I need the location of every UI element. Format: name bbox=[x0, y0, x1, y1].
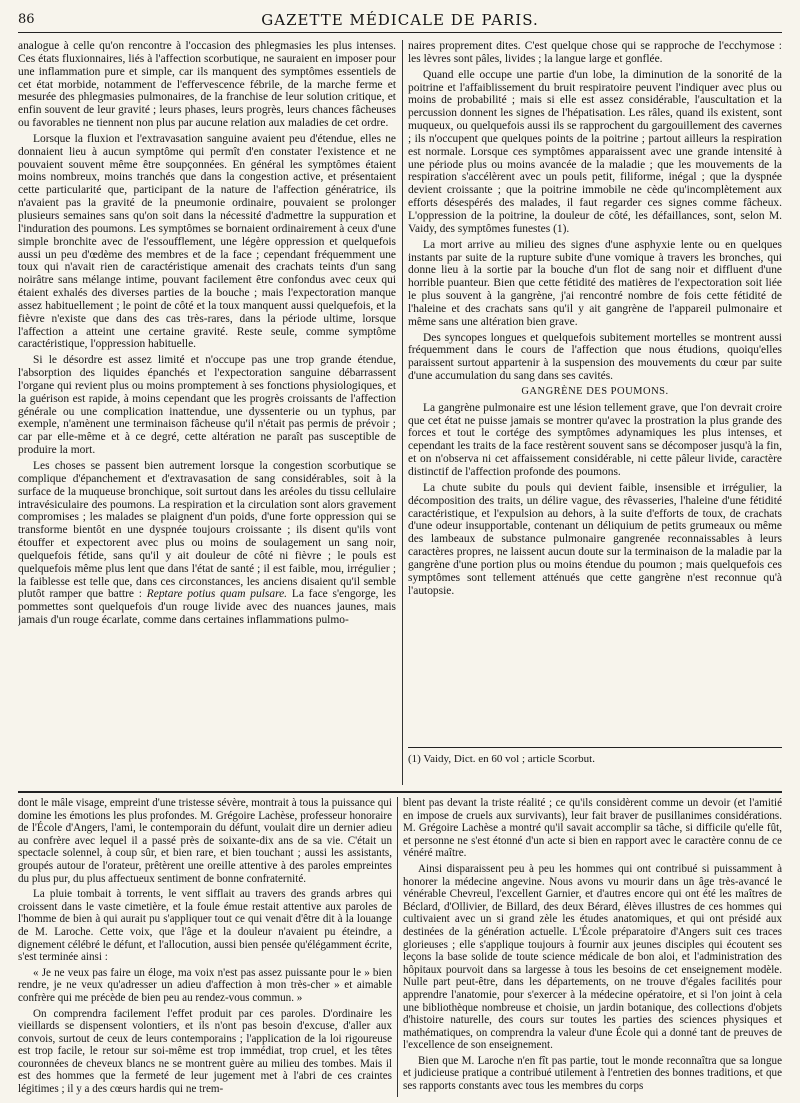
paragraph: Lorsque la fluxion et l'extravasation sanguine avaient peu d'étendue, elles ne donnaient lieu à aucun symptôme qui permît d'en constater l'existence et ne pouvaient souvent même être soupçonnées. En général les symptômes étaient moins nombreux, moins tranchés que dans la congestion active, et présentaient cette particularité que, participant de la nature de l'affection génératrice, ils n'avaient pas la gravité de la pneumonie ordinaire, pouvaient se prolonger plusieurs semaines sans qu'on soit dans la nécessité d'admettre la suppuration et l'induration des poumons. Les symptômes se bornaient ordinairement à ceux d'une simple bronchite avec de l'essoufflement, une légère oppression et quelquefois aussi un peu d'œdème des membres et de la face ; cependant fréquemment une toux qui n'avait rien de caractéristique amenait des crachats teints d'un sang noirâtre sans mélange intime, pouvant facilement être confondus avec ceux qui étaient exhalés des diverses parties de la bouche ; mais l'expectoration manque assez habituellement ; le point de côté et la toux manquent aussi quelquefois, et la fièvre n'existe que dans des cas très-rares, dans la période ultime, lorsque l'affection a atteint une certaine gravité. Reste seule, comme symptôme caractéristique, l'oppression habituelle. bbox=[18, 132, 396, 351]
quotation: « Je ne veux pas faire un éloge, ma voix n'est pas assez puissante pour le » bien rendre, je ne veux qu'adresser un adieu d'affection à mon très-cher » et aimable confrère qui me précède de bien peu au rendez-vous commun. » bbox=[18, 966, 392, 1004]
latin-quote: Reptare potius quam pulsare. bbox=[146, 588, 288, 601]
footnote: (1) Vaidy, Dict. en 60 vol ; article Scorbut. bbox=[408, 753, 595, 765]
paragraph: naires proprement dites. C'est quelque chose qui se rapproche de l'ecchymose : les lèvres sont pâles, livides ; la langue large et gonflée. bbox=[408, 40, 782, 65]
page-number: 86 bbox=[18, 12, 35, 27]
paragraph-tail: La face s'engorge, les pommettes sont quelquefois d'un rouge livide avec des nuances jaunes, mais jamais d'un rouge écarlate, comme dans certaines inflammations pulmo- bbox=[18, 588, 396, 627]
paragraph: On comprendra facilement l'effet produit par ces paroles. D'ordinaire les vieillards se dispensent volontiers, et ils n'ont pas besoin d'excuse, d'aller aux convois, surtout de ceux de leurs contemporains ; l'application de la loi rigoureuse est trop facile, le retour sur soi-même est trop immédiat, trop cruel, et les têtes couronnées de cheveux blancs ne se montrent guère au milieu des tombes. Mais il est des hommes que la fermeté de leur jugement met à l'abri de ces craintes légitimes ; il y a des cœurs hardis qui ne trem- bbox=[18, 1007, 392, 1096]
left-column bbox=[18, 40, 396, 785]
bottom-right-column bbox=[403, 797, 782, 1097]
paragraph: blent pas devant la triste réalité ; ce qu'ils considèrent comme un devoir (et l'amitié en impose de cruels aux survivants), leur fait braver de pusillanimes considérations. M. Grégoire Lachèse a montré qu'il savait accomplir sa tâche, si difficile qu'elle fût, et personne ne s'est étonné d'un acte si bien en rapport avec le caractère connu de ce vénéré maître. bbox=[403, 797, 782, 860]
running-title: GAZETTE MÉDICALE DE PARIS. bbox=[261, 11, 539, 29]
right-column bbox=[408, 40, 782, 740]
paragraph bbox=[18, 460, 396, 627]
paragraph: Bien que M. Laroche n'en fît pas partie, tout le monde reconnaîtra que sa longue et judicieuse pratique a contribué utilement à l'entretien des bonnes traditions, et que ses rapports constants avec tous les membres du corps bbox=[403, 1054, 782, 1093]
paragraph: Quand elle occupe une partie d'un lobe, la diminution de la sonorité de la poitrine et l'affaiblissement du bruit respiratoire peuvent l'indiquer avec plus ou moins de probabilité ; mais si elle est assez considérable, l'auscultation et la percussion donnent les signes de l'hépatisation. Les râles, quand ils existent, sont muqueux, ou quelquefois aussi ils se rapprochent du gargouillement des cavernes ; ils n'occupent que quelques points de la poitrine ; partout ailleurs la respiration est normale. Lorsque ces symptômes apparaissent avec une grande intensité à une période plus ou moins avancée de la maladie ; que les mouvements de la respiration s'accélèrent avec un pouls petit, filiforme, inégal ; que la dyspnée devient croissante ; que la poitrine immobile ne cède qu'incomplètement aux efforts désespérés des malades, il faut regarder ces signes comme fâcheux. L'oppression de la poitrine, la douleur de côté, les défaillances, sont, selon M. Vaidy, des symptômes funestes (1). bbox=[408, 68, 782, 235]
page-header bbox=[18, 10, 782, 33]
paragraph: La mort arrive au milieu des signes d'une asphyxie lente ou en quelques instants par suite de la rupture subite d'une vomique à travers les bronches, qui donne lieu à la sortie par la bouche d'un flot de sang noir et diffluent d'une horrible puanteur. Bien que cette fétidité des matières de l'expectoration soit liée le plus souvent à la gangrène, j'ai rencontré nombre de fois cette fétidité de l'haleine et des crachats sans qu'il y ait gangrène de l'appareil pulmonaire et même sans une altération bien grave. bbox=[408, 238, 782, 328]
section-separator bbox=[18, 791, 782, 793]
paragraph: Ainsi disparaissent peu à peu les hommes qui ont contribué si puissamment à honorer la médecine angevine. Nous avons vu mourir dans un âge très-avancé le vénérable Chevreul, l'excellent Garnier, et d'autres encore qui ont été les maîtres de Béclard, d'Ollivier, de Billard, des deux Bérard, élèves illustres de ces hommes qui cultivaient avec un si grand zèle les études anatomiques, et qui ont présidé aux destinées de la génération actuelle. L'École préparatoire d'Angers suit ces traces glorieuses ; elle s'applique toujours à fournir aux jeunes disciples qui écoutent ses leçons la base solide de toute science médicale de bon aloi, et l'administration des hôpitaux pourvoit dans sa largesse à tous les besoins de cet enseignement modèle. Nulle part peut-être, dans les départements, on ne trouve d'égales facilités pour apprendre l'anatomie, pour s'exercer à la médecine opératoire, et si l'on joint à cela une bibliothèque nombreuse et choisie, un jardin botanique, des collections d'objets d'histoire naturelle, des cours sur toutes les parties des sciences physiques et mathématiques, on comprendra la valeur d'une École qui a donné tant de preuves de l'excellence de son enseignement. bbox=[403, 862, 782, 1052]
paragraph-text: Les choses se passent bien autrement lorsque la congestion scorbutique se complique d'épanchement et d'extravasation de sang considérables, soit à la surface de la muqueuse bronchique, soit surtout dans les aréoles du tissu cellulaire intravésiculaire des poumons. La respiration et la circulation sont alors gravement compromises ; les malades se plaignent d'un poids, d'une forte oppression qui se transforme bientôt en une dyspnée toujours croissante ; ils disent qu'ils vont étouffer et expectorent avec plus ou moins de soulagement un sang noir, quelquefois fétide, sans qu'il y ait douleur de côté ni fièvre ; le pouls est quelquefois même plus lent que dans l'état de santé ; il est faible, mou, irrégulier ; la faiblesse est telle que, dans ces circonstances, les anciens disaient qu'il semble plutôt ramper que battre : bbox=[18, 460, 396, 601]
paragraph: La pluie tombait à torrents, le vent sifflait au travers des grands arbres qui croissent dans le vaste cimetière, et la foule émue restait attentive aux paroles de l'homme de bien à qui aurait pu s'appliquer tout ce qui venait d'être dit à la louange de M. Laroche. Cette voix, que l'âge et la douleur n'avaient pu éteindre, a dignement célébré le défunt, et l'allocution, aussi bien pensée qu'élégamment écrite, s'est terminée ainsi : bbox=[18, 888, 392, 964]
footnote-rule bbox=[408, 747, 782, 748]
paragraph: La gangrène pulmonaire est une lésion tellement grave, que l'on devrait croire que cet état ne puisse jamais se montrer qu'avec la prostration la plus grande des forces et tout le cortége des symptômes adynamiques les plus intenses, et cependant les traits de la face restèrent souvent sans se décomposer jusqu'à la fin, et on n'observa ni cet affaissement considérable, ni cette pâleur livide, caractère distinctif de l'affection profonde des poumons. bbox=[408, 401, 782, 478]
paragraph: dont le mâle visage, empreint d'une tristesse sévère, montrait à tous la puissance qui domine les émotions les plus profondes. M. Grégoire Lachèse, professeur honoraire de l'École d'Angers, l'ami, le contemporain du défunt, voulait dire un dernier adieu au confrère avec lequel il a passé près de soixante-dix ans de sa vie. C'était un spectacle solennel, à coup sûr, et bien rare, et bien touchant ; aussi les assistants, groupés autour de l'orateur, prêtèrent une oreille attentive à des paroles empreintes du plus pur, du plus affectueux sentiment de bonne confraternité. bbox=[18, 797, 392, 885]
paragraph: Des syncopes longues et quelquefois subitement mortelles se montrent aussi fréquemment dans le cours de l'affection que nous étudions, quoiqu'elles paraissent surtout appartenir à la suspension des mouvements du cœur par suite d'une accumulation du sang dans ses cavités. bbox=[408, 331, 782, 383]
paragraph: analogue à celle qu'on rencontre à l'occasion des phlegmasies les plus intenses. Ces états fluxionnaires, liés à l'affection scorbutique, ne sauraient en imposer pour une inflammation pure et simple, car ils manquent des symptômes essentiels de cet état morbide, notamment de l'effervescence fébrile, de la marche ferme et mesurée des phlegmasies pulmonaires, de la franchise de leur solution critique, et enfin souvent de leur gravité ; leurs phases, leurs progrès, leurs chances fâcheuses ou favorables ne tiennent non plus par aucune relation aux maladies de cet ordre. bbox=[18, 40, 396, 130]
paragraph: La chute subite du pouls qui devient faible, insensible et irrégulier, la décomposition des traits, un délire vague, des rêvasseries, l'haleine d'une fétidité caractéristique, et l'expulsion au dehors, à la suite d'efforts de toux, de crachats d'une odeur insupportable, contenant un déliquium de petits grumeaux ou même des lambeaux de substance pulmonaire gangrenée reconnaissables à leurs caractères propres, ne laissent aucun doute sur la terminaison de la maladie par la gangrène d'une portion plus ou moins étendue du poumon ; mais quelquefois ces symptômes sont tellement atténués que cette gangrène n'est reconnue qu'à l'autopsie. bbox=[408, 481, 782, 597]
article-top bbox=[18, 40, 782, 785]
column-divider bbox=[402, 40, 403, 785]
paragraph: Si le désordre est assez limité et n'occupe pas une trop grande étendue, l'absorption des liquides épanchés et l'expectoration sanguine débarrassent l'organe qui revient plus ou moins promptement à ses fonctions physiologiques, et la guérison est rapide, à moins cependant que les progrès croissants de l'affection générale ou une complication inattendue, une dyssenterie ou un typhus, par exemple, n'amènent une terminaison fâcheuse qu'il n'était pas permis de prévoir ; car par elle-même et à ce degré, cette altération ne paraît pas susceptible de produire la mort. bbox=[18, 354, 396, 457]
section-title: GANGRÈNE DES POUMONS. bbox=[521, 385, 669, 397]
bottom-left-column bbox=[18, 797, 392, 1097]
column-divider bbox=[397, 797, 398, 1097]
